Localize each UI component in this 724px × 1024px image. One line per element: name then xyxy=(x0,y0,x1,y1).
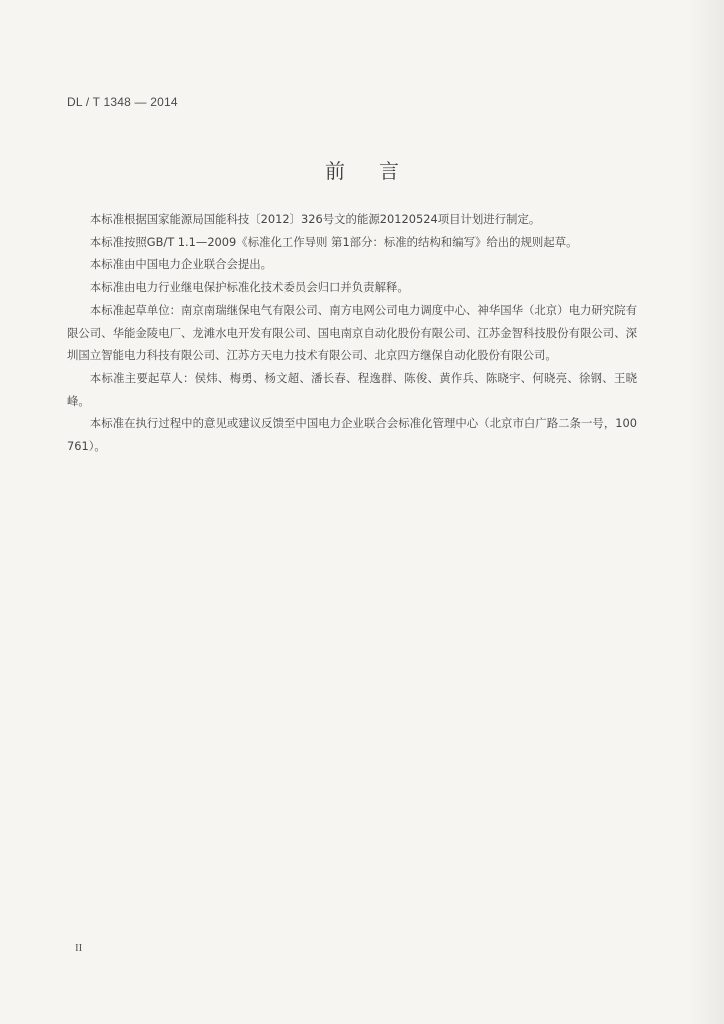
paragraph-plan: 本标准根据国家能源局国能科技〔2012〕326号文的能源20120524项目计划进行制定。 xyxy=(89,212,541,226)
page-edge-shadow xyxy=(688,0,724,1024)
paragraph-feedback: 本标准在执行过程中的意见或建议反馈至中国电力企业联合会标准化管理中心（北京市白广路二条一号，100761）。 xyxy=(67,416,637,454)
page-title: 前言 xyxy=(325,159,433,183)
paragraph-proposer: 本标准由中国电力企业联合会提出。 xyxy=(89,257,273,272)
paragraph-responsible-committee: 本标准由电力行业继电保护标准化技术委员会归口并负责解释。 xyxy=(89,280,409,295)
paragraph-main-drafters: 本标准主要起草人：侯炜、梅勇、杨文超、潘长春、程逸群、陈俊、黄作兵、陈晓宇、何晓亮、徐钢、王晓峰。 xyxy=(67,370,637,408)
document-body xyxy=(67,208,637,458)
page-number: II xyxy=(75,942,83,954)
paragraph-drafting-rules: 本标准按照GB/T 1.1—2009《标准化工作导则 第1部分：标准的结构和编写》给出的规则起草。 xyxy=(89,234,578,249)
paragraph-drafting-units: 本标准起草单位：南京南瑞继保电气有限公司、南方电网公司电力调度中心、神华国华（北京）电力研究院有限公司、华能金陵电厂、龙滩水电开发有限公司、国电南京自动化股份有限公司、江苏金智科技股份有限公司、深圳国立智能电力科技有限公司、江苏方天电力技术有限公司、北京四方继保自动化股份有限公司。 xyxy=(67,302,637,363)
document-header: DL / T 1348 — 2014 xyxy=(67,95,178,109)
